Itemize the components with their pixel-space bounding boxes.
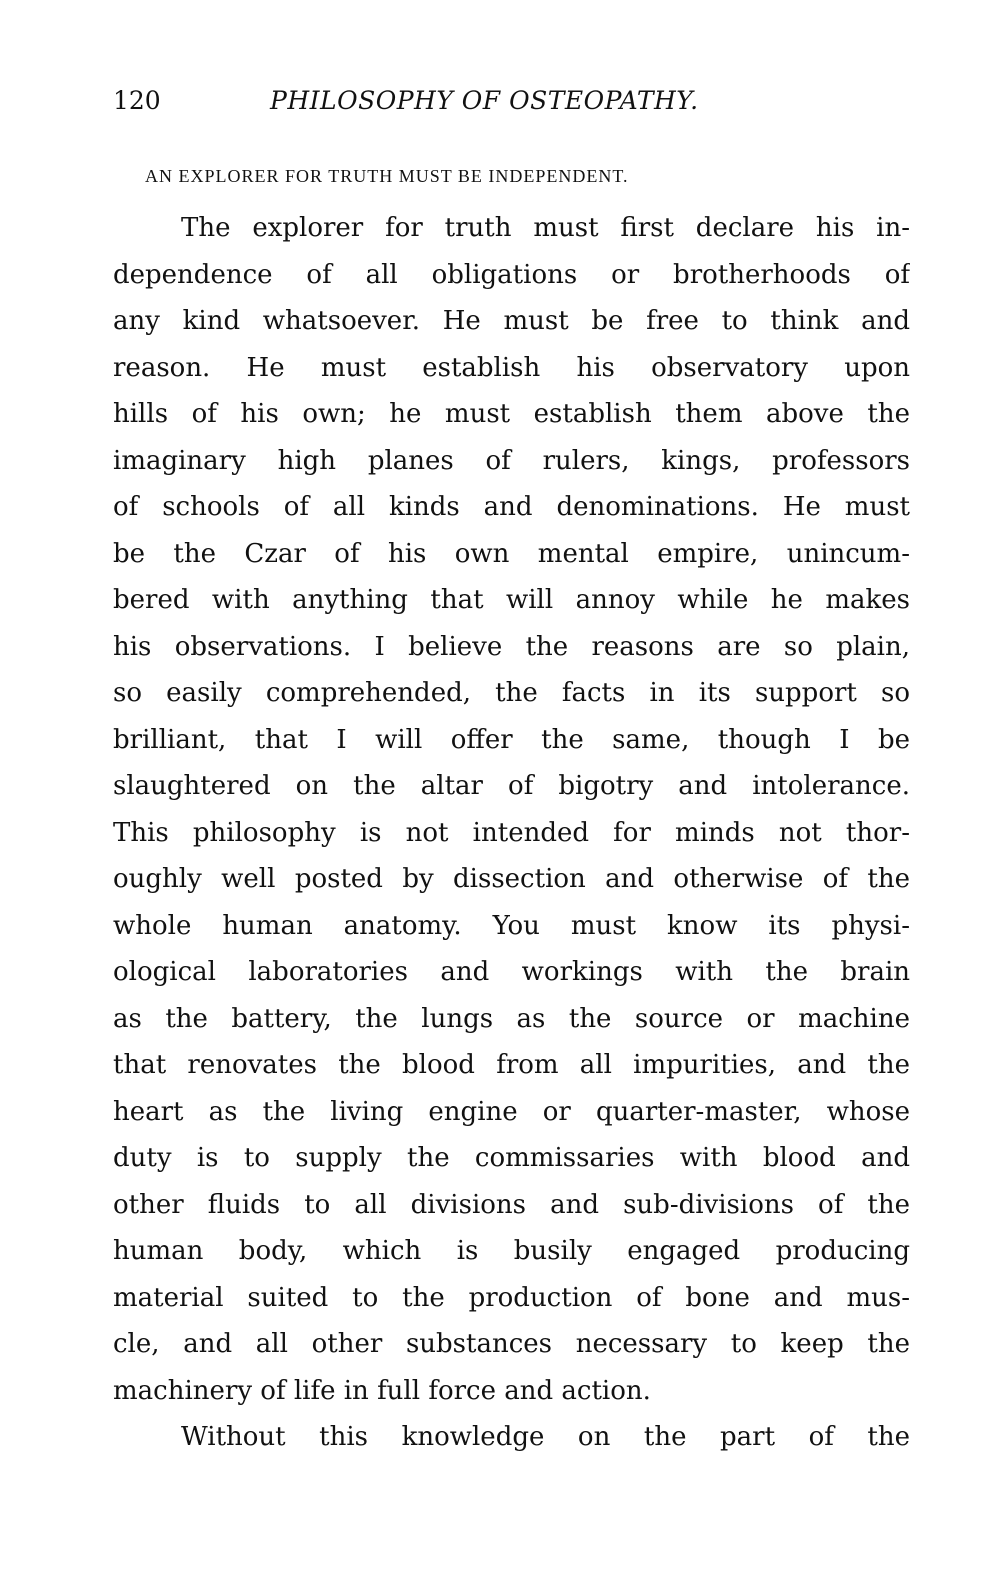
paragraph — [113, 205, 910, 1414]
text-line: material suited to the production of bone and mus- — [113, 1282, 910, 1313]
text-line: Without this knowledge on the part of the — [181, 1422, 910, 1452]
paragraph — [113, 1414, 910, 1461]
text-line: as the battery, the lungs as the source or machine — [113, 1003, 910, 1034]
text-line: duty is to supply the commissaries with blood and — [113, 1143, 910, 1173]
text-line: human body, which is busily engaged producing — [113, 1236, 910, 1266]
text-line: This philosophy is not intended for minds not thor- — [113, 817, 910, 848]
text-line: whole human anatomy. You must know its physi- — [113, 910, 910, 941]
text-line: slaughtered on the altar of bigotry and intolerance. — [113, 771, 910, 801]
running-title: PHILOSOPHY OF OSTEOPATHY. — [270, 86, 699, 115]
text-line: cle, and all other substances necessary to keep the — [113, 1329, 910, 1359]
text-line: so easily comprehended, the facts in its support so — [113, 678, 910, 708]
text-line: dependence of all obligations or brotherhoods of — [113, 259, 910, 290]
text-line: heart as the living engine or quarter-master, whose — [113, 1096, 910, 1127]
text-line: reason. He must establish his observatory upon — [113, 352, 910, 383]
text-line: other fluids to all divisions and sub-divisions of the — [113, 1189, 910, 1220]
text-line: any kind whatsoever. He must be free to think and — [113, 306, 910, 336]
text-line: The explorer for truth must first declare his in- — [181, 213, 910, 243]
text-line: machinery of life in full force and action. — [113, 1375, 651, 1406]
page-header — [113, 86, 913, 122]
text-line: bered with anything that will annoy while he makes — [113, 585, 910, 615]
text-line: imaginary high planes of rulers, kings, professors — [113, 445, 910, 476]
text-line: oughly well posted by dissection and otherwise of the — [113, 864, 910, 894]
text-line: brilliant, that I will offer the same, though I be — [113, 724, 910, 755]
text-line: that renovates the blood from all impurities, and the — [113, 1050, 910, 1080]
text-line: ological laboratories and workings with the brain — [113, 957, 910, 987]
body-text — [113, 205, 910, 1461]
text-line: be the Czar of his own mental empire, unincum- — [113, 538, 910, 569]
section-heading: AN EXPLORER FOR TRUTH MUST BE INDEPENDENT. — [145, 166, 629, 186]
page-number: 120 — [113, 86, 161, 115]
text-line: of schools of all kinds and denominations. He must — [113, 492, 910, 522]
text-line: hills of his own; he must establish them above the — [113, 399, 910, 429]
text-line: his observations. I believe the reasons are so plain, — [113, 631, 910, 662]
